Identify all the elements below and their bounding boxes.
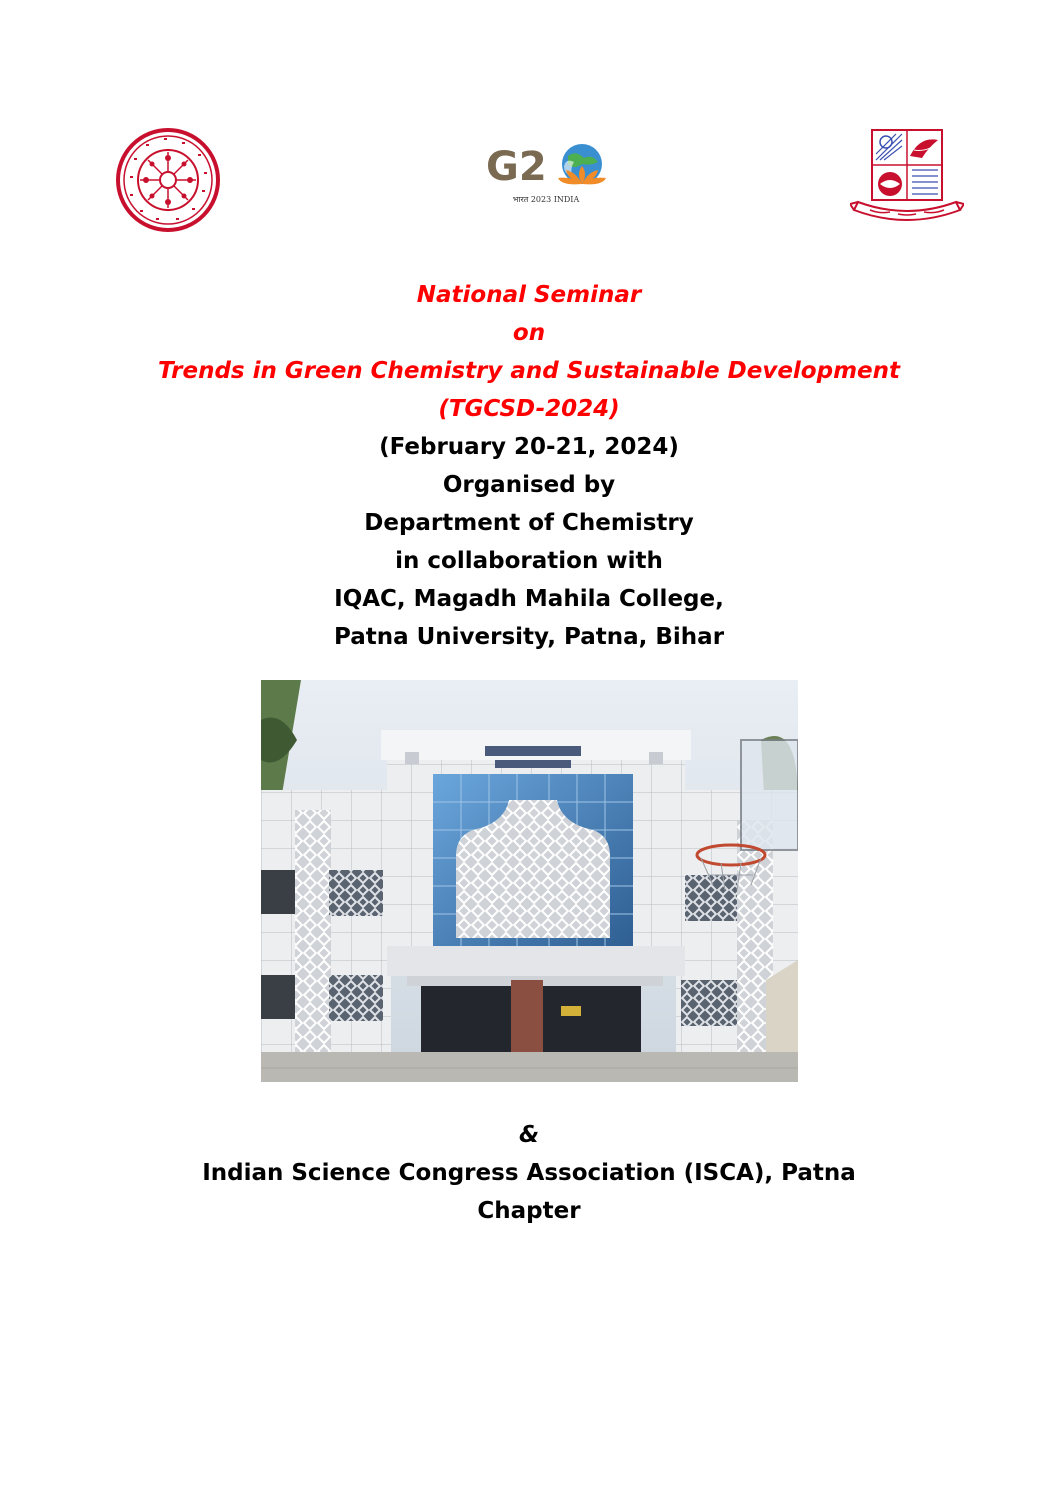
seminar-title-block [0,276,1058,656]
g20-india-logo-icon [484,136,608,208]
college-name: IQAC, Magadh Mahila College, [334,586,724,612]
ampersand: & [518,1122,540,1148]
isca-name: Indian Science Congress Association (ISCA), Patna [202,1160,856,1186]
collaboration-label: in collaboration with [395,548,663,574]
isca-chapter: Chapter [477,1198,581,1224]
g20-caption: भारत 2023 INDIA [512,195,580,204]
seminar-title-on: on [512,320,546,346]
seminar-acronym: (TGCSD-2024) [438,396,620,422]
university-name: Patna University, Patna, Bihar [333,624,725,650]
isca-emblem-icon [112,128,224,232]
college-building-photo [261,680,798,1082]
seminar-title: National Seminar [416,282,642,308]
partner-block [0,1116,1058,1230]
department-name: Department of Chemistry [364,510,694,536]
patna-university-crest-icon [850,126,964,230]
seminar-theme: Trends in Green Chemistry and Sustainable Development [157,358,901,384]
g20-letters: G2 [486,144,547,190]
seminar-date: (February 20-21, 2024) [379,434,679,460]
organised-by-label: Organised by [442,472,616,498]
